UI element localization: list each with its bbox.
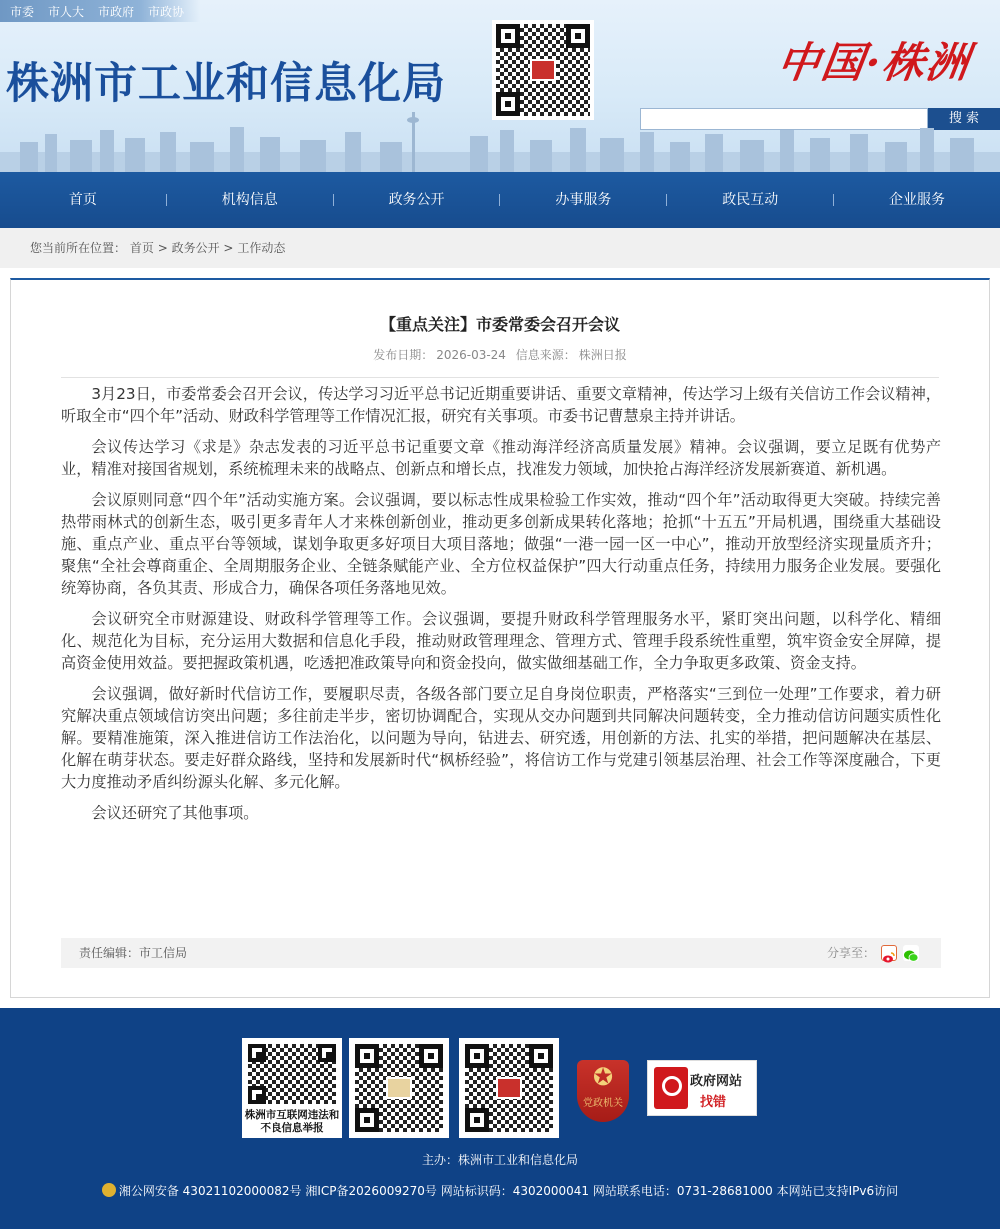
article-footer-bar <box>61 938 941 968</box>
nav-services[interactable]: 办事服务 <box>555 192 612 208</box>
header-qr-code <box>492 20 594 120</box>
article-meta <box>11 346 989 363</box>
breadcrumb-home[interactable]: 首页 <box>129 241 154 255</box>
article-paragraph: 会议强调，做好新时代信访工作，要履职尽责，各级各部门要立足自身岗位职责，严格落实“三到位一处理”工作要求，着力研究解决重点领域信访突出问题；多往前走半步，密切协调配合，实现从交办问题到共同解决问题转变，全力推动信访问题实质性化解。要精准施策，深入推进信访工作法治化，以问题为导向，钻进去、研究透，用创新的方法、扎实的举措，把问题解决在基层、化解在萌芽状态。要走好群众路线，坚持和发展新时代“枫桥经验”，将信访工作与党建引领基层治理、社会工作等深度融合，下更大力度推动矛盾纠纷源头化解、多元化解。 <box>61 685 941 791</box>
publish-date: 2026-03-24 <box>436 348 506 362</box>
site-footer <box>0 1008 1000 1229</box>
publish-label: 发布日期： <box>373 348 434 362</box>
wechat-icon[interactable] <box>903 945 919 961</box>
china-zhuzhou-logo: 中国·株洲 <box>774 38 974 87</box>
nav-home[interactable]: 首页 <box>68 192 97 208</box>
find-error-label: 找错 <box>700 1095 727 1110</box>
source: 株洲日报 <box>578 348 627 362</box>
breadcrumb-separator: > <box>223 241 234 255</box>
party-badge-label: 党政机关 <box>583 1098 623 1109</box>
site-header <box>0 0 1000 172</box>
source-label: 信息来源： <box>515 348 576 362</box>
share-label: 分享至： <box>826 946 875 960</box>
report-qr-label: 株洲市互联网违法和不良信息举报 <box>244 1109 340 1134</box>
breadcrumb <box>0 228 1000 268</box>
gov-site-error-report-button[interactable] <box>647 1060 757 1116</box>
icp-line <box>0 1182 1000 1199</box>
share-bar <box>827 938 919 968</box>
host-label: 主办： <box>421 1153 458 1167</box>
article-paragraph: 会议传达学习《求是》杂志发表的习近平总书记重要文章《推动海洋经济高质量发展》精神。会议强调，要立足既有优势产业，精准对接国省规划，系统梳理未来的战略点、创新点和增长点，找准发力领域，加快抢占海洋经济发展新赛道、新机遇。 <box>61 438 941 478</box>
breadcrumb-government-affairs[interactable]: 政务公开 <box>171 241 220 255</box>
breadcrumb-work-news[interactable]: 工作动态 <box>237 241 286 255</box>
title-divider <box>61 377 939 378</box>
top-links <box>0 0 200 22</box>
gov-site-label: 政府网站 <box>690 1074 743 1089</box>
toplink-cppcc[interactable]: 市政协 <box>148 4 185 19</box>
host-line <box>0 1151 1000 1168</box>
search-button[interactable]: 搜 索 <box>928 108 1000 130</box>
report-qr-code <box>242 1038 342 1138</box>
article-title: 【重点关注】市委常委会召开会议 <box>379 315 620 334</box>
breadcrumb-prefix: 您当前所在位置： <box>30 241 127 255</box>
toplink-party-committee[interactable]: 市委 <box>10 4 35 19</box>
party-government-badge[interactable] <box>577 1060 629 1122</box>
nav-organization-info[interactable]: 机构信息 <box>221 192 278 208</box>
article-panel <box>10 278 990 998</box>
editor: 市工信局 <box>139 946 188 960</box>
magnifier-icon <box>654 1067 688 1109</box>
host: 株洲市工业和信息化局 <box>458 1153 579 1167</box>
article-paragraph: 会议原则同意“四个年”活动实施方案。会议强调，要以标志性成果检验工作实效，推动“四个年”活动取得更大突破。持续完善热带雨林式的创新生态，吸引更多青年人才来株创新创业，推动更多创新成果转化落地；抢抓“十五五”开局机遇，围绕重大基础设施、重点产业、重点平台等领域，谋划争取更多好项目大项目落地；做强“一港一园一区一中心”，推动开放型经济实现量质齐升；聚焦“全社会尊商重企、全周期服务企业、全链条赋能产业、全方位权益保护”四大行动重点任务，持续用力服务企业发展。要强化统筹协商，各负其责、形成合力，确保各项任务落地见效。 <box>61 491 941 597</box>
article-body <box>61 383 941 833</box>
nav-enterprise-services[interactable]: 企业服务 <box>889 192 946 208</box>
breadcrumb-separator: > <box>157 241 168 255</box>
app-qr-code <box>459 1038 559 1138</box>
emblem-icon: ✪ <box>592 1063 614 1091</box>
wechat-qr-code <box>349 1038 449 1138</box>
editor-label: 责任编辑： <box>79 946 140 960</box>
city-skyline-image <box>0 112 1000 172</box>
nav-interaction[interactable]: 政民互动 <box>722 192 779 208</box>
article-paragraph: 3月23日，市委常委会召开会议，传达学习习近平总书记近期重要讲话、重要文章精神，传达学习上级有关信访工作会议精神，听取全市“四个年”活动、财政科学管理等工作情况汇报，研究有关事项。市委书记曹慧泉主持并讲话。 <box>61 385 941 425</box>
icp-text[interactable]: 湘公网安备 43021102000082号 湘ICP备2026009270号 网站标识码：4302000041 网站联系电话：0731-28681000 本网站已支持IPv6访问 <box>118 1184 899 1198</box>
nav-government-affairs[interactable]: 政务公开 <box>388 192 445 208</box>
toplink-peoples-congress[interactable]: 市人大 <box>48 4 85 19</box>
main-nav <box>0 172 1000 228</box>
article-paragraph: 会议研究全市财源建设、财政科学管理等工作。会议强调，要提升财政科学管理服务水平，紧盯突出问题，以科学化、精细化、规范化为目标，充分运用大数据和信息化手段，推动财政管理理念、管理方式、管理手段系统性重塑，筑牢资金安全屏障，提高资金使用效益。要把握政策机遇，吃透把准政策导向和资金投向，做实做细基础工作，全力争取更多政策、资金支持。 <box>61 610 941 672</box>
weibo-icon[interactable] <box>881 945 897 961</box>
article-paragraph: 会议还研究了其他事项。 <box>91 804 259 822</box>
police-badge-icon <box>102 1183 116 1197</box>
toplink-government[interactable]: 市政府 <box>98 4 135 19</box>
site-title[interactable]: 株洲市工业和信息化局 <box>6 59 446 109</box>
